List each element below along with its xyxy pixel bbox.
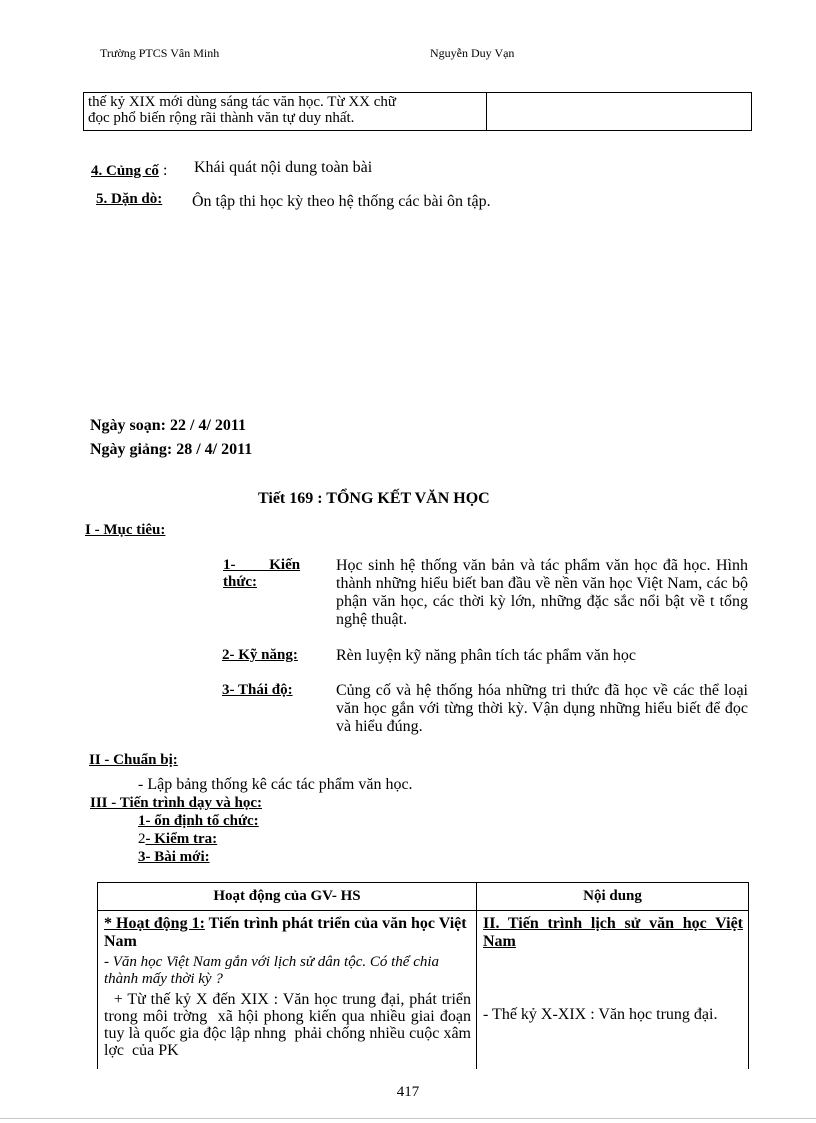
- dan-do-label: 5. Dặn dò:: [96, 191, 163, 207]
- content-item: - Thế kỷ X-XIX : Văn học trung đại.: [483, 1006, 718, 1023]
- continuation-table-right-cell: [487, 93, 751, 130]
- continuation-line-1: thế kỷ XIX mới dùng sáng tác văn học. Từ XX chữ: [88, 94, 397, 110]
- chuan-bi-item: - Lập bảng thống kê các tác phẩm văn học.: [138, 776, 413, 793]
- continuation-table-left-cell: [84, 93, 487, 130]
- lesson-table: [97, 882, 749, 1069]
- step-on-dinh: 1- ổn định tổ chức:: [138, 813, 259, 829]
- ky-nang-label: 2- Kỹ năng:: [222, 647, 298, 663]
- header-content: Nội dung: [583, 888, 642, 904]
- muc-tieu-heading: I - Mục tiêu:: [85, 522, 166, 538]
- dan-do-text: Ôn tập thi học kỳ theo hệ thống các bài ôn tập.: [192, 193, 491, 210]
- cung-co-text: Khái quát nội dung toàn bài: [194, 159, 373, 176]
- thai-do-label: 3- Thái độ:: [222, 682, 293, 698]
- continuation-table: [83, 92, 752, 131]
- activity-question: - Văn học Việt Nam gắn với lịch sử dân tộc. Có thể chia thành mấy thời kỳ ?: [104, 954, 440, 987]
- step-kiem-tra: 2- Kiểm tra:: [138, 831, 218, 847]
- lesson-table-header: [98, 883, 748, 911]
- kien-thuc-label: 1- Kiến thức:: [223, 557, 301, 590]
- step-bai-moi: 3- Bài mới:: [138, 849, 210, 865]
- lesson-title: Tiết 169 : TỔNG KẾT VĂN HỌC: [258, 490, 490, 507]
- tien-trinh-heading: III - Tiến trình dạy và học:: [90, 795, 262, 811]
- cung-co-label: 4. Củng cố :: [91, 162, 168, 179]
- kien-thuc-text: Học sinh hệ thống văn bản và tác phẩm văn học đã học. Hình thành những hiểu biết ban đầu về nền văn học Việt Nam, các bộ phận văn học, các thời kỳ lớn, những đặc sắc nổi bật về t tổng nghệ thuật.: [336, 557, 748, 628]
- activity-cell: [98, 911, 477, 1069]
- header-author: Nguyễn Duy Vạn: [430, 46, 515, 60]
- content-heading: II. Tiến trình lịch sử văn học Việt Nam: [483, 915, 743, 950]
- ngay-giang: Ngày giảng: 28 / 4/ 2011: [90, 441, 253, 458]
- continuation-line-2: đọc phổ biến rộng rãi thành văn tự duy nhất.: [88, 110, 355, 126]
- activity-heading: * Hoạt động 1: Tiến trình phát triển của văn học Việt Nam: [104, 915, 467, 950]
- activity-answer: + Từ thế kỷ X đến XIX : Văn học trung đại, phát triển trong môi trờng xã hội phong kiến qua nhiều giai đoạn tuy là quốc gia độc lập nhng phải chống nhiều cuộc xâm lợc của PK: [104, 991, 476, 1059]
- ngay-soan: Ngày soạn: 22 / 4/ 2011: [90, 417, 247, 434]
- lesson-table-row: [98, 911, 748, 1069]
- page-divider: [0, 1118, 816, 1119]
- ky-nang-text: Rèn luyện kỹ năng phân tích tác phẩm văn học: [336, 647, 636, 664]
- header-activity: Hoạt động của GV- HS: [98, 883, 477, 910]
- content-cell: [477, 911, 748, 1069]
- thai-do-text: Củng cố và hệ thống hóa những tri thức đã học về các thể loại văn học gắn với từng thời kỳ. Vận dụng những hiểu biết để đọc và hiểu đúng.: [336, 682, 748, 735]
- page-number: 417: [396, 1084, 420, 1100]
- chuan-bi-heading: II - Chuẩn bị:: [89, 752, 178, 768]
- header-school: Trường PTCS Vân Minh: [100, 46, 220, 60]
